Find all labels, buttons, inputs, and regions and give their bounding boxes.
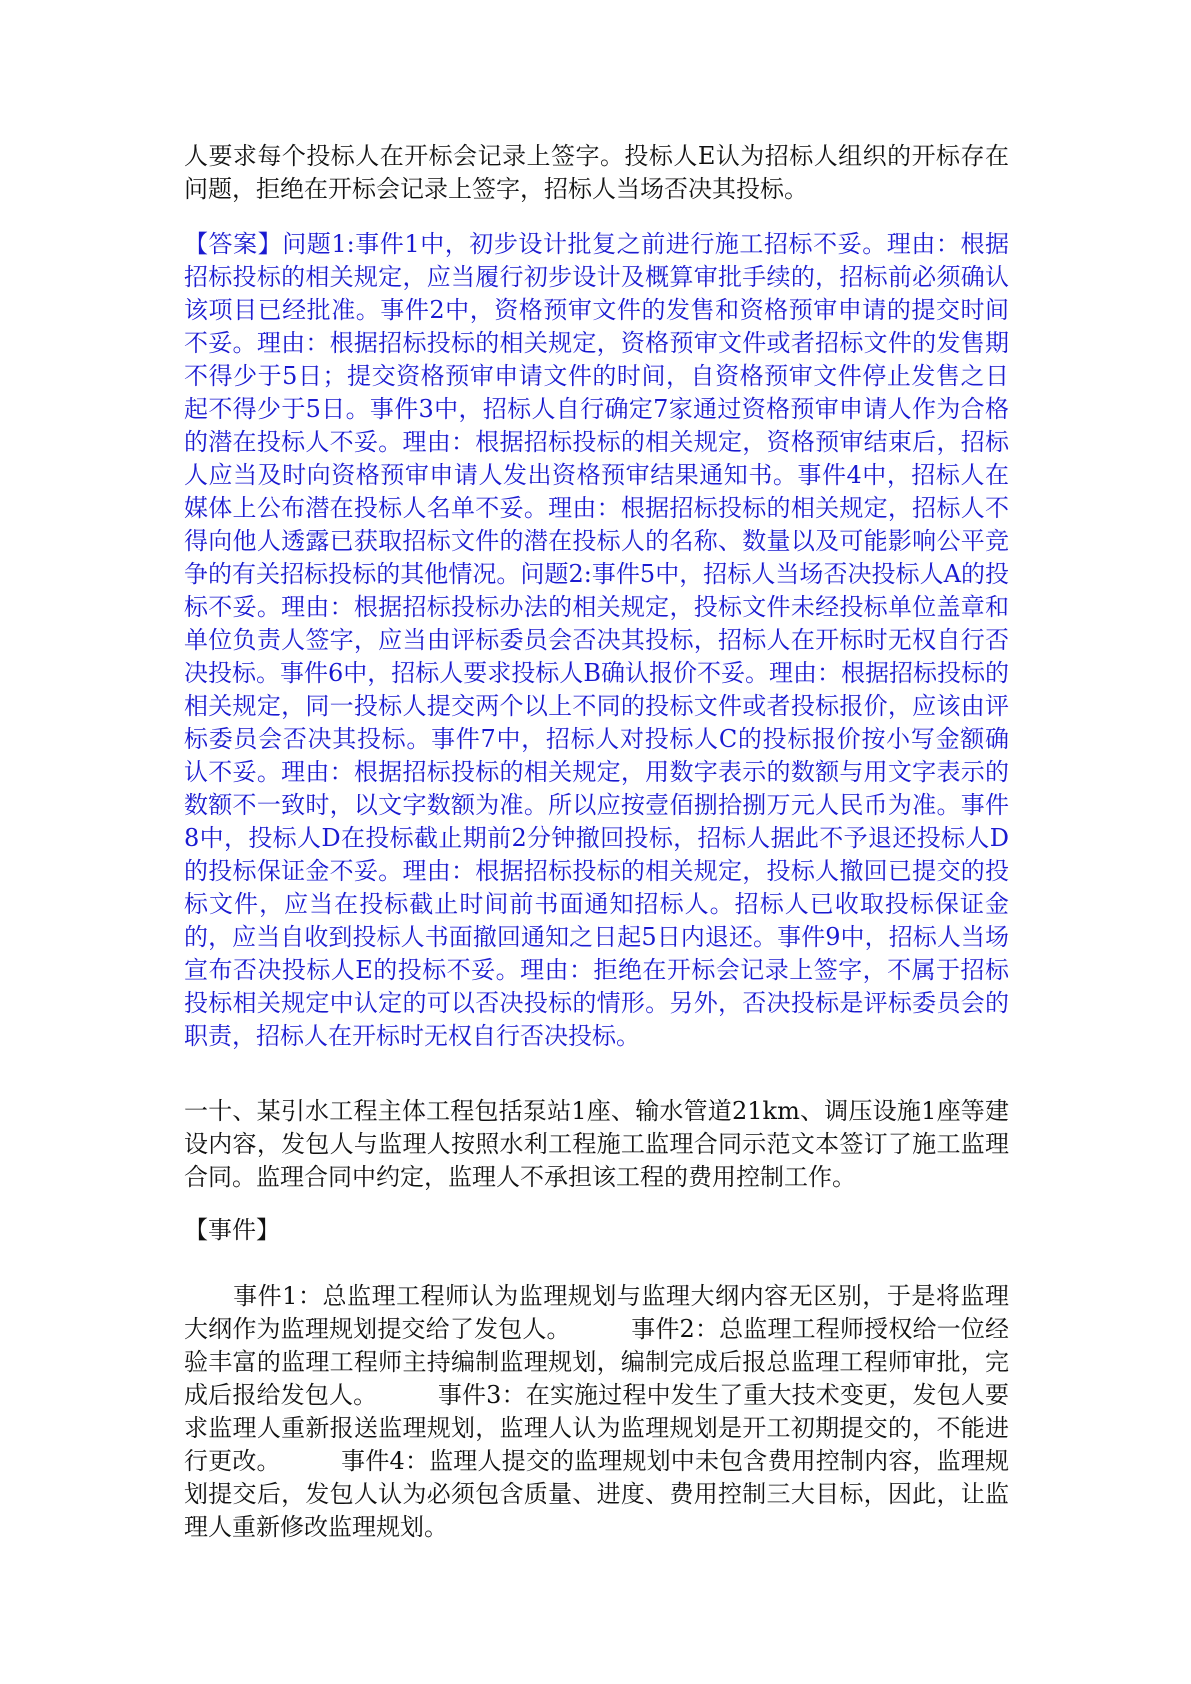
intro-paragraph: 人要求每个投标人在开标会记录上签字。投标人E认为招标人组织的开标存在问题，拒绝在开标会记录上签字，招标人当场否决其投标。 — [184, 142, 1009, 203]
events-heading: 【事件】 — [184, 1216, 280, 1244]
question-paragraph: 一十、某引水工程主体工程包括泵站1座、输水管道21km、调压设施1座等建设内容，发包人与监理人按照水利工程施工监理合同示范文本签订了施工监理合同。监理合同中约定，监理人不承担该工程的费用控制工作。 — [184, 1097, 1009, 1191]
answer-paragraph: 【答案】问题1:事件1中，初步设计批复之前进行施工招标不妥。理由：根据招标投标的相关规定，应当履行初步设计及概算审批手续的，招标前必须确认该项目已经批准。事件2中，资格预审文件的发售和资格预审申请的提交时间不妥。理由：根据招标投标的相关规定，资格预审文件或者招标文件的发售期不得少于5日；提交资格预审申请文件的时间，自资格预审文件停止发售之日起不得少于5日。事件3中，招标人自行确定7家通过资格预审申请人作为合格的潜在投标人不妥。理由：根据招标投标的相关规定，资格预审结束后，招标人应当及时向资格预审申请人发出资格预审结果通知书。事件4中，招标人在媒体上公布潜在投标人名单不妥。理由：根据招标投标的相关规定，招标人不得向他人透露已获取招标文件的潜在投标人的名称、数量以及可能影响公平竞争的有关招标投标的其他情况。问题2:事件5中，招标人当场否决投标人A的投标不妥。理由：根据招标投标办法的相关规定，投标文件未经投标单位盖章和单位负责人签字，应当由评标委员会否决其投标，招标人在开标时无权自行否决投标。事件6中，招标人要求投标人B确认报价不妥。理由：根据招标投标的相关规定，同一投标人提交两个以上不同的投标文件或者投标报价，应该由评标委员会否决其投标。事件7中，招标人对投标人C的投标报价按小写金额确认不妥。理由：根据招标投标的相关规定，用数字表示的数额与用文字表示的数额不一致时，以文字数额为准。所以应按壹佰捌拾捌万元人民币为准。事件8中，投标人D在投标截止期前2分钟撤回投标，招标人据此不予退还投标人D的投标保证金不妥。理由：根据招标投标的相关规定，投标人撤回已提交的投标文件，应当在投标截止时间前书面通知招标人。招标人已收取投标保证金的，应当自收到投标人书面撤回通知之日起5日内退还。事件9中，招标人当场宣布否决投标人E的投标不妥。理由：拒绝在开标会记录上签字，不属于招标投标相关规定中认定的可以否决投标的情形。另外，否决投标是评标委员会的职责，招标人在开标时无权自行否决投标。 — [184, 230, 1009, 1050]
events-paragraph: 事件1：总监理工程师认为监理规划与监理大纲内容无区别，于是将监理大纲作为监理规划提交给了发包人。 事件2：总监理工程师授权给一位经验丰富的监理工程师主持编制监理规划，编制完成后报总监理工程师审批，完成后报给发包人。 事件3：在实施过程中发生了重大技术变更，发包人要求监理人重新报送监理规划，监理人认为监理规划是开工初期提交的，不能进行更改。 事件4：监理人提交的监理规划中未包含费用控制内容，监理规划提交后，发包人认为必须包含质量、进度、费用控制三大目标，因此，让监理人重新修改监理规划。 — [184, 1282, 1009, 1541]
